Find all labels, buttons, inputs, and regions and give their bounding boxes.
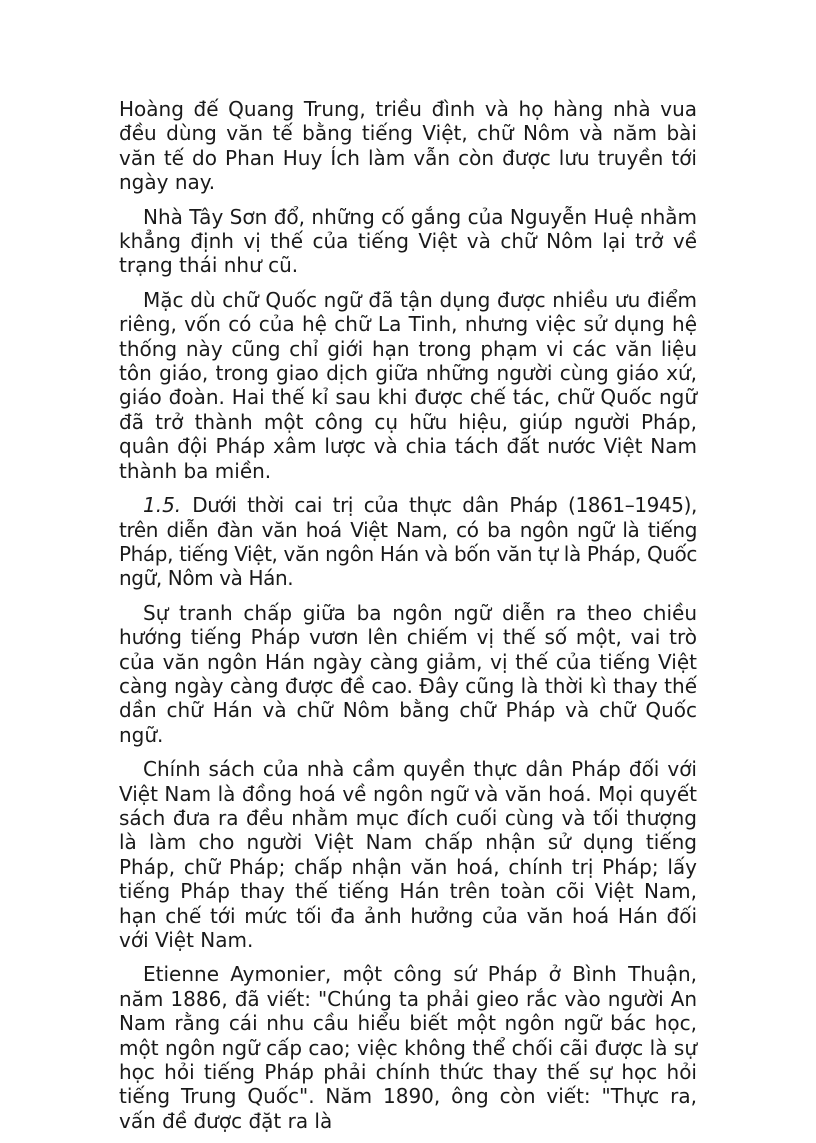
paragraph-aymonier: Etienne Aymonier, một công sứ Pháp ở Bình Thuận, năm 1886, đã viết: "Chúng ta phải gieo rắc vào người An Nam rằng cái nhu cầu hiểu biết một ngôn ngữ bác học, một ngôn ngữ cấp cao; việc không thể chối cãi được là sự học hỏi tiếng Pháp phải chính thức thay thế sự học hỏi tiếng Trung Quốc". Năm 1890, ông còn viết: "Thực ra, vấn đề được đặt ra là [119, 962, 697, 1133]
section-text: Dưới thời cai trị của thực dân Pháp (1861–1945), trên diễn đàn văn hoá Việt Nam, có ba ngôn ngữ là tiếng Pháp, tiếng Việt, văn ngôn Hán và bốn văn tự là Pháp, Quốc ngữ, Nôm và Hán. [119, 493, 697, 591]
paragraph-quoc-ngu: Mặc dù chữ Quốc ngữ đã tận dụng được nhiều ưu điểm riêng, vốn có của hệ chữ La Tinh, nhưng việc sử dụng hệ thống này cũng chỉ giới hạn trong phạm vi các văn liệu tôn giáo, trong giao dịch giữa những người cùng giáo xứ, giáo đoàn. Hai thế kỉ sau khi được chế tác, chữ Quốc ngữ đã trở thành một công cụ hữu hiệu, giúp người Pháp, quân đội Pháp xâm lược và chia tách đất nước Việt Nam thành ba miền. [119, 287, 697, 483]
paragraph-chinh-sach: Chính sách của nhà cầm quyền thực dân Pháp đối với Việt Nam là đồng hoá về ngôn ngữ và văn hoá. Mọi quyết sách đưa ra đều nhằm mục đích cuối cùng và tối thượng là làm cho người Việt Nam chấp nhận sử dụng tiếng Pháp, chữ Pháp; chấp nhận văn hoá, chính trị Pháp; lấy tiếng Pháp thay thế tiếng Hán trên toàn cõi Việt Nam, hạn chế tới mức tối đa ảnh hưởng của văn hoá Hán đối với Việt Nam. [119, 757, 697, 952]
document-body [119, 97, 697, 1143]
section-1-5 [119, 493, 697, 591]
paragraph-tranh-chap: Sự tranh chấp giữa ba ngôn ngữ diễn ra theo chiều hướng tiếng Pháp vươn lên chiếm vị thế số một, vai trò của văn ngôn Hán ngày càng giảm, vị thế của tiếng Việt càng ngày càng được đề cao. Đây cũng là thời kì thay thế dần chữ Hán và chữ Nôm bằng chữ Pháp và chữ Quốc ngữ. [119, 600, 697, 747]
paragraph-quang-trung: Hoàng đế Quang Trung, triều đình và họ hàng nhà vua đều dùng văn tế bằng tiếng Việt, chữ Nôm và năm bài văn tế do Phan Huy Ích làm vẫn còn được lưu truyền tới ngày nay. [119, 97, 697, 195]
section-number: 1.5. [143, 493, 182, 518]
paragraph-tay-son: Nhà Tây Sơn đổ, những cố gắng của Nguyễn Huệ nhằm khẳng định vị thế của tiếng Việt và chữ Nôm lại trở về trạng thái như cũ. [119, 204, 697, 278]
